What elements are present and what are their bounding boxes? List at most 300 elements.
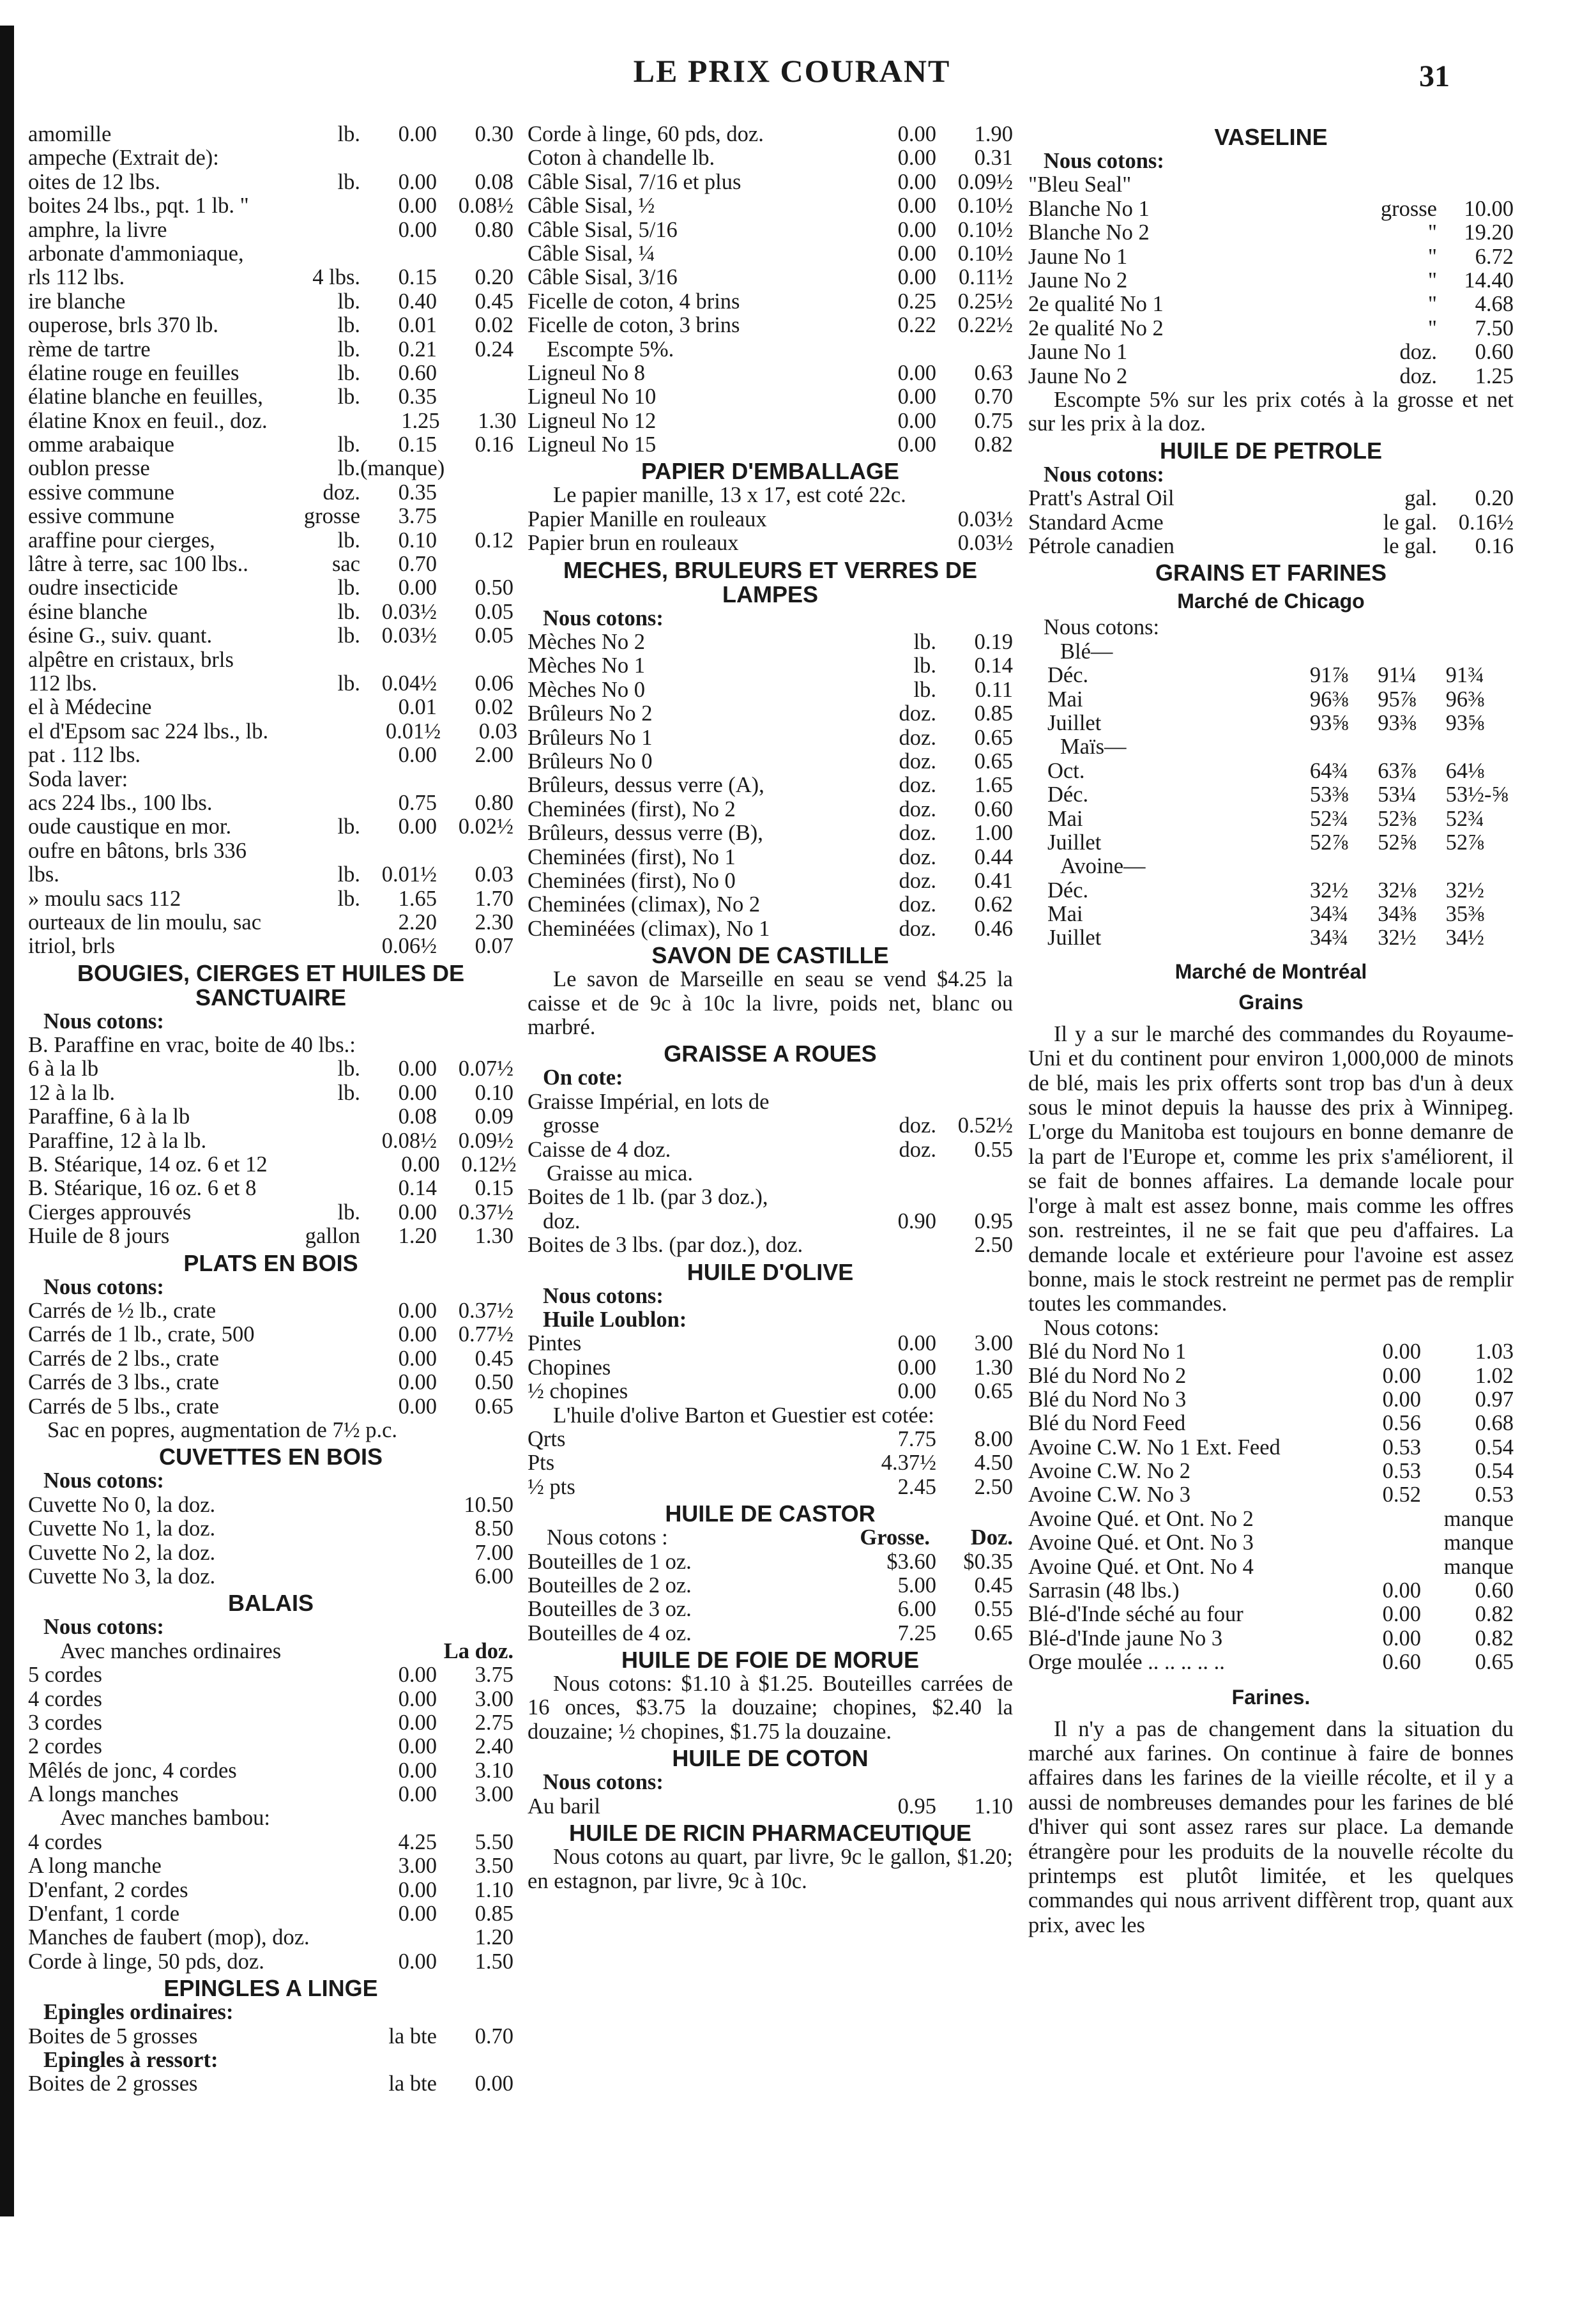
item-price: 0.19 <box>974 630 1013 655</box>
item-unit: gal. <box>1404 486 1437 511</box>
price-row <box>28 1323 513 1346</box>
price-row <box>28 1395 513 1419</box>
grain-table-ble <box>1028 664 1514 735</box>
grain-low: 91¼ <box>1378 663 1417 688</box>
item-unit: lb. <box>337 385 360 409</box>
item-price-low: 0.00 <box>897 217 936 242</box>
item-unit: gallon <box>305 1224 360 1249</box>
price-list-meches <box>528 630 1013 941</box>
item-price-low: 0.00 <box>398 1299 437 1323</box>
section-heading-meches: MECHES, BRULEURS ET VERRES DE LAMPES <box>563 556 978 607</box>
intro-text: Nous cotons: <box>543 606 664 630</box>
subheader-label: Epingles à ressort: <box>43 2048 218 2073</box>
item-price-grosse: 5.00 <box>897 1573 936 1598</box>
item-price-high: 5.50 <box>475 1829 513 1854</box>
item-label: Bouteilles de 4 oz. <box>528 1621 692 1645</box>
item-label: Avoine C.W. No 2 <box>1028 1459 1190 1484</box>
item-price-low: 0.00 <box>1382 1363 1421 1388</box>
item-price-low: 0.00 <box>1382 1387 1421 1412</box>
item-label: 12 à la lb. <box>28 1080 116 1105</box>
price-row <box>528 171 1013 194</box>
item-price-high: 1.90 <box>974 122 1013 146</box>
item-label: Carrés de 3 lbs., crate <box>28 1370 219 1395</box>
item-price-high: 0.45 <box>475 1346 513 1371</box>
page-header-title: LE PRIX COURANT <box>633 53 951 89</box>
item-unit: lb. <box>913 630 936 655</box>
price-row <box>528 1233 1013 1257</box>
price-row <box>1028 487 1514 510</box>
item-price-high: 0.50 <box>475 1370 513 1395</box>
item-label: Boites de 3 lbs. (par doz.), doz. <box>528 1233 803 1258</box>
grain-month: Déc. <box>1047 878 1089 903</box>
item-label: Cheminées (first), No 2 <box>528 797 736 821</box>
item-label: Caisse de 4 doz. <box>528 1137 671 1162</box>
item-label: Mèches No 0 <box>528 677 645 702</box>
item-price-low: 7.75 <box>897 1426 936 1451</box>
price-row <box>28 266 513 289</box>
item-label: Cheminées (climax), No 2 <box>528 892 761 917</box>
item-price-high: manque <box>1443 1506 1514 1531</box>
item-unit: lb. <box>913 653 936 678</box>
item-label: Cheminées (first), No 1 <box>528 844 736 869</box>
item-price-low: 0.56 <box>1382 1411 1421 1436</box>
item-label: Brûleurs No 1 <box>528 725 653 750</box>
item-price-low: 0.00 <box>897 1331 936 1356</box>
item-price-high: 0.06 <box>475 671 513 696</box>
item-label: Au baril <box>528 1794 601 1819</box>
section-heading-petrole: HUILE DE PETROLE <box>1159 437 1383 464</box>
intro-text: Nous cotons: <box>1044 615 1160 640</box>
price-row <box>28 1926 513 1949</box>
item-price-high: 0.82 <box>1475 1626 1514 1651</box>
item-unit: lb. <box>337 313 360 338</box>
brand-name: "Bleu Seal" <box>1028 172 1132 197</box>
item-price-high: 1.30 <box>478 408 517 433</box>
item-price-high: 0.16 <box>475 432 513 457</box>
item-price: 1.00 <box>974 821 1013 846</box>
grain-row <box>1028 831 1514 855</box>
item-price-high: 2.75 <box>475 1710 513 1735</box>
grain-open: 93⅝ <box>1309 710 1349 735</box>
price-row <box>28 1950 513 1974</box>
item-price: 0.70 <box>475 2024 513 2048</box>
item-price-high: 0.25½ <box>957 289 1013 314</box>
item-price: 0.62 <box>974 892 1013 917</box>
item-label: Pétrole canadien <box>1028 533 1174 558</box>
price-row <box>28 1711 513 1735</box>
price-row <box>28 2025 513 2048</box>
item-label: essive commune <box>28 480 174 505</box>
item-price-low: 0.00 <box>1382 1578 1421 1603</box>
item-unit: doz. <box>899 773 936 798</box>
price-row <box>528 893 1013 917</box>
item-unit: le gal. <box>1383 533 1437 558</box>
item-price-high: 2.50 <box>974 1474 1013 1499</box>
item-label: el d'Epsom sac 224 lbs., lb. <box>28 719 269 744</box>
item-label: 2e qualité No 2 <box>1028 316 1164 340</box>
price-row <box>28 1299 513 1323</box>
item-label: oites de 12 lbs. <box>28 169 160 194</box>
item-label: B. Stéarique, 16 oz. 6 et 8 <box>28 1176 257 1201</box>
item-price-high: 1.10 <box>974 1794 1013 1819</box>
item-label: amomille <box>28 122 112 146</box>
grain-open: 34¾ <box>1309 902 1349 927</box>
item-price-high: 0.09½ <box>957 169 1013 194</box>
item-label: Câble Sisal, 7/16 et plus <box>528 169 741 194</box>
item-label: doz. <box>543 1209 581 1233</box>
intro-text: Nous cotons: <box>43 1009 164 1033</box>
item-price-high: 0.10½ <box>957 194 1013 218</box>
item-price-low: 1.25 <box>401 408 440 433</box>
price-row <box>1028 197 1514 221</box>
item-price: 4.68 <box>1475 292 1514 317</box>
price-row <box>528 385 1013 409</box>
intro-text: Nous cotons: <box>43 1615 164 1640</box>
item-price-low: 0.95 <box>897 1794 936 1819</box>
item-price-high: 0.07 <box>475 934 513 959</box>
item-price-high: 2.40 <box>475 1734 513 1759</box>
price-row <box>1028 1531 1514 1555</box>
subheader-label: Avec manches ordinaires <box>60 1638 282 1663</box>
item-unit: doz. <box>899 868 936 893</box>
item-price-doz: $0.35 <box>963 1549 1013 1574</box>
item-unit: doz. <box>899 916 936 941</box>
item-price-high: 0.54 <box>1475 1459 1514 1484</box>
price-row <box>528 433 1013 457</box>
price-row <box>528 362 1013 385</box>
price-list-papier <box>528 508 1013 556</box>
item-price-low: 0.00 <box>398 122 437 146</box>
item-label: Avoine C.W. No 3 <box>1028 1483 1190 1507</box>
price-row <box>28 1783 513 1806</box>
item-label: Blé-d'Inde jaune No 3 <box>1028 1626 1223 1651</box>
price-row <box>28 1347 513 1371</box>
item-label: amphre, la livre <box>28 217 167 242</box>
price-list-montreal-grains <box>1028 1340 1514 1674</box>
grain-close: 53½-⅝ <box>1445 782 1509 807</box>
item-label: Manches de faubert (mop), doz. <box>28 1925 310 1950</box>
price-row <box>1028 535 1514 558</box>
item-price-high: 1.30 <box>974 1355 1013 1380</box>
price-row <box>528 1795 1013 1819</box>
item-price-low: 0.70 <box>398 552 437 577</box>
price-list-bougies <box>28 1033 517 1249</box>
item-label: Cheminées (first), No 0 <box>528 868 736 893</box>
item-label: araffine pour cierges, <box>28 528 215 553</box>
item-price-high: 0.60 <box>1475 1578 1514 1603</box>
item-price: 0.16½ <box>1458 510 1514 535</box>
section-heading-castor: HUILE DE CASTOR <box>665 1500 876 1527</box>
item-price-high: 0.20 <box>475 265 513 290</box>
item-label: Jaune No 2 <box>1028 363 1128 388</box>
price-row <box>1028 1460 1514 1483</box>
grain-month: Mai <box>1047 687 1083 712</box>
price-row <box>28 290 513 314</box>
section-heading-grains: GRAINS ET FARINES <box>1155 560 1387 586</box>
item-label: el à Médecine <box>28 695 152 720</box>
item-price-high: 3.75 <box>475 1663 513 1688</box>
item-price-high: 0.75 <box>974 408 1013 433</box>
item-label: Brûleurs, dessus verre (A), <box>528 773 764 798</box>
item-price-high: 0.37½ <box>458 1299 513 1323</box>
price-row <box>528 1210 1013 1233</box>
item-price-high: 0.70 <box>974 385 1013 409</box>
item-price-low: 0.00 <box>1382 1602 1421 1627</box>
item-price-low: 1.65 <box>398 886 437 911</box>
item-price-low: 0.00 <box>398 814 437 839</box>
subheader-label: Epingles ordinaires: <box>43 2000 234 2025</box>
item-price-high: manque <box>1443 1530 1514 1555</box>
item-price-high: 0.95 <box>974 1209 1013 1233</box>
item-price-low: 0.01 <box>398 313 437 338</box>
item-price-low: 1.20 <box>398 1224 437 1249</box>
item-price-high: 1.20 <box>475 1925 513 1950</box>
column-1 <box>28 122 518 2096</box>
price-row <box>1028 1507 1514 1531</box>
intro-text: Nous cotons : <box>547 1525 668 1550</box>
item-price-high: 3.50 <box>475 1854 513 1879</box>
item-label: itriol, brls <box>28 934 116 959</box>
item-price-low: 0.00 <box>398 194 437 218</box>
item-price-high: 0.03 <box>475 862 513 887</box>
item-label: alpêtre en cristaux, brls <box>28 647 234 672</box>
item-price-low: 0.00 <box>398 1877 437 1902</box>
price-row <box>528 1356 1013 1380</box>
item-label: ½ chopines <box>528 1379 628 1404</box>
item-price-high: 0.65 <box>475 1394 513 1419</box>
item-price-low: 2.45 <box>897 1474 936 1499</box>
grain-open: 32½ <box>1309 878 1349 903</box>
grain-close: 91¾ <box>1445 663 1484 688</box>
item-label: Papier Manille en rouleaux <box>528 507 767 531</box>
item-label: Jaune No 1 <box>1028 340 1128 365</box>
price-row <box>528 1428 1013 1451</box>
item-unit: doz. <box>899 797 936 821</box>
price-row <box>1028 317 1514 340</box>
item-price: 0.52½ <box>957 1113 1013 1138</box>
column-header-grosse: Grosse. <box>860 1525 930 1550</box>
item-price-low: 0.60 <box>398 360 437 385</box>
item-label: Carrés de 5 lbs., crate <box>28 1394 219 1419</box>
price-row <box>1028 365 1514 388</box>
graisse-line: Boites de 1 lb. (par 3 doz.), <box>528 1185 768 1210</box>
price-row <box>28 696 513 719</box>
item-price-high: 1.03 <box>1475 1339 1514 1364</box>
item-price-low: 0.22 <box>897 313 936 338</box>
grain-open: 53⅜ <box>1309 782 1349 807</box>
grain-label-ble: Blé— <box>1060 639 1113 664</box>
price-row <box>1028 1364 1514 1388</box>
item-unit: doz. <box>1399 340 1437 365</box>
price-row <box>1028 1340 1514 1364</box>
item-unit: doz. <box>323 480 360 505</box>
item-price-high: 0.65 <box>974 1379 1013 1404</box>
item-label: Pts <box>528 1451 555 1476</box>
item-price-low: 0.00 <box>1382 1339 1421 1364</box>
item-price-low: 3.75 <box>398 504 437 529</box>
item-price-grosse: 6.00 <box>897 1597 936 1622</box>
item-price: 0.41 <box>974 868 1013 893</box>
grain-low: 34⅜ <box>1378 902 1417 927</box>
price-row <box>28 887 513 911</box>
item-price-low: 0.00 <box>398 1949 437 1974</box>
price-row <box>28 338 513 362</box>
column-2 <box>528 123 1013 1893</box>
price-row <box>28 1854 513 1878</box>
price-row <box>28 1759 513 1783</box>
item-label: Bouteilles de 2 oz. <box>528 1573 692 1598</box>
item-label: Huile de 8 jours <box>28 1224 170 1249</box>
grain-month: Mai <box>1047 806 1083 831</box>
price-row <box>528 1598 1013 1621</box>
item-label: D'enfant, 1 corde <box>28 1902 180 1926</box>
item-label: Papier brun en rouleaux <box>528 531 739 556</box>
subheading-grains: Grains <box>1238 990 1303 1014</box>
item-price-high: 0.85 <box>475 1902 513 1926</box>
grain-row <box>1028 783 1514 807</box>
item-price-low: 0.00 <box>398 1322 437 1347</box>
escompte-note: Escompte 5%. <box>547 337 674 362</box>
item-price: 0.60 <box>974 797 1013 821</box>
item-price-high: 1.30 <box>475 1224 513 1249</box>
item-price-high: 0.09½ <box>458 1128 513 1153</box>
item-price-low: 0.90 <box>897 1209 936 1233</box>
item-price-high: 0.15 <box>475 1176 513 1201</box>
item-unit: la bte <box>388 2071 437 2096</box>
grain-open: 96⅜ <box>1309 687 1349 712</box>
item-unit: lb. <box>337 528 360 553</box>
item-price: 0.16 <box>1475 533 1514 558</box>
item-label: Ligneul No 15 <box>528 432 657 457</box>
item-price-low: 0.15 <box>398 265 437 290</box>
item-label: lâtre à terre, sac 100 lbs.. <box>28 552 248 577</box>
section-heading-olive: HUILE D'OLIVE <box>687 1258 854 1285</box>
price-row <box>528 242 1013 266</box>
item-price: 0.11 <box>975 677 1013 702</box>
item-price-low: 0.00 <box>897 265 936 290</box>
grain-low: 52⅝ <box>1378 830 1417 855</box>
item-price-high: 0.77½ <box>458 1322 513 1347</box>
grain-table-avoine <box>1028 879 1514 950</box>
item-unit: doz. <box>899 1113 936 1138</box>
item-price: 0.65 <box>974 725 1013 750</box>
item-label: Ligneul No 12 <box>528 408 657 433</box>
item-price: 0.46 <box>974 916 1013 941</box>
grain-month: Juillet <box>1047 710 1102 735</box>
item-price-high: 1.70 <box>475 886 513 911</box>
item-price: 0.44 <box>974 844 1013 869</box>
price-row <box>28 433 513 457</box>
item-price-low: 0.00 <box>897 194 936 218</box>
price-row <box>28 123 513 146</box>
item-unit: lb. <box>337 337 360 362</box>
item-label: Paraffine, 12 à la lb. <box>28 1128 207 1153</box>
item-price-low: 0.01 <box>398 695 437 720</box>
item-label: lbs. <box>28 862 59 887</box>
item-price-low: 0.00 <box>398 1056 437 1081</box>
item-unit: doz. <box>899 821 936 846</box>
grain-open: 91⅞ <box>1309 663 1349 688</box>
item-label: élatine blanche en feuilles, <box>28 385 263 409</box>
note-text: Sac en popres, augmentation de 7½ p.c. <box>47 1417 398 1442</box>
grain-open: 64¾ <box>1309 758 1349 783</box>
item-label: Câble Sisal, 5/16 <box>528 217 678 242</box>
item-label: Ligneul No 8 <box>528 360 645 385</box>
item-unit: lb. <box>337 671 360 696</box>
grain-table-mais <box>1028 759 1514 855</box>
item-label: B. Paraffine en vrac, boite de 40 lbs.: <box>28 1033 356 1058</box>
price-row <box>1028 511 1514 535</box>
price-row <box>1028 1651 1514 1674</box>
grain-month: Oct. <box>1047 758 1085 783</box>
price-row <box>528 774 1013 797</box>
item-price-high: 0.68 <box>1475 1411 1514 1436</box>
price-row <box>28 1081 513 1105</box>
grain-month: Juillet <box>1047 926 1102 950</box>
item-label: A longs manches <box>28 1782 179 1807</box>
item-label: Boites de 5 grosses <box>28 2024 198 2048</box>
item-price-high: 0.80 <box>475 217 513 242</box>
column-header-doz: Doz. <box>970 1525 1013 1550</box>
item-price-high: 3.00 <box>974 1331 1013 1356</box>
price-row <box>28 218 513 242</box>
price-row <box>28 1371 513 1394</box>
item-label: Carrés de ½ lb., crate <box>28 1299 217 1323</box>
subheading-farines: Farines. <box>1231 1685 1311 1709</box>
price-row <box>28 1831 513 1854</box>
price-row <box>28 1879 513 1902</box>
price-row <box>528 290 1013 314</box>
item-price-high: 0.63 <box>974 360 1013 385</box>
price-row <box>28 839 513 863</box>
item-unit: lb. <box>913 677 936 702</box>
item-price-low: 0.53 <box>1382 1435 1421 1460</box>
price-row <box>528 194 1013 218</box>
item-label: oufre en bâtons, brls 336 <box>28 838 247 863</box>
item-label: Cuvette No 3, la doz. <box>28 1564 216 1589</box>
item-unit: doz. <box>899 892 936 917</box>
item-label: Cuvette No 0, la doz. <box>28 1492 216 1517</box>
note-text: L'huile d'olive Barton et Guestier est cotée: <box>553 1403 934 1428</box>
price-list-olive <box>528 1332 1013 1403</box>
item-price-low: 0.01½ <box>381 862 437 887</box>
item-unit: doz. <box>899 749 936 774</box>
item-label: Blé du Nord No 2 <box>1028 1363 1187 1388</box>
price-row <box>528 654 1013 678</box>
item-unit: lb. <box>337 623 360 648</box>
item-label: Blé du Nord No 1 <box>1028 1339 1187 1364</box>
section-heading-epingles: EPINGLES A LINGE <box>163 1975 378 2002</box>
item-label: grosse <box>543 1113 600 1138</box>
item-price: 0.00 <box>475 2071 513 2096</box>
grain-label-avoine: Avoine— <box>1060 854 1146 879</box>
price-row <box>528 630 1013 654</box>
grain-row <box>1028 712 1514 735</box>
price-list-castor <box>528 1550 1013 1646</box>
item-price-high: 2.50 <box>974 1233 1013 1258</box>
item-price-low: 0.15 <box>398 432 437 457</box>
grain-low: 32⅛ <box>1378 878 1417 903</box>
item-price: 0.85 <box>974 701 1013 726</box>
item-price-low: 0.00 <box>398 1686 437 1711</box>
item-price-low: 0.35 <box>398 385 437 409</box>
price-row <box>528 1550 1013 1574</box>
section-heading-plats: PLATS EN BOIS <box>183 1249 358 1276</box>
grain-close: 35⅜ <box>1445 902 1484 927</box>
price-row <box>528 1114 1013 1138</box>
price-row <box>28 529 513 553</box>
grain-row <box>1028 664 1514 687</box>
